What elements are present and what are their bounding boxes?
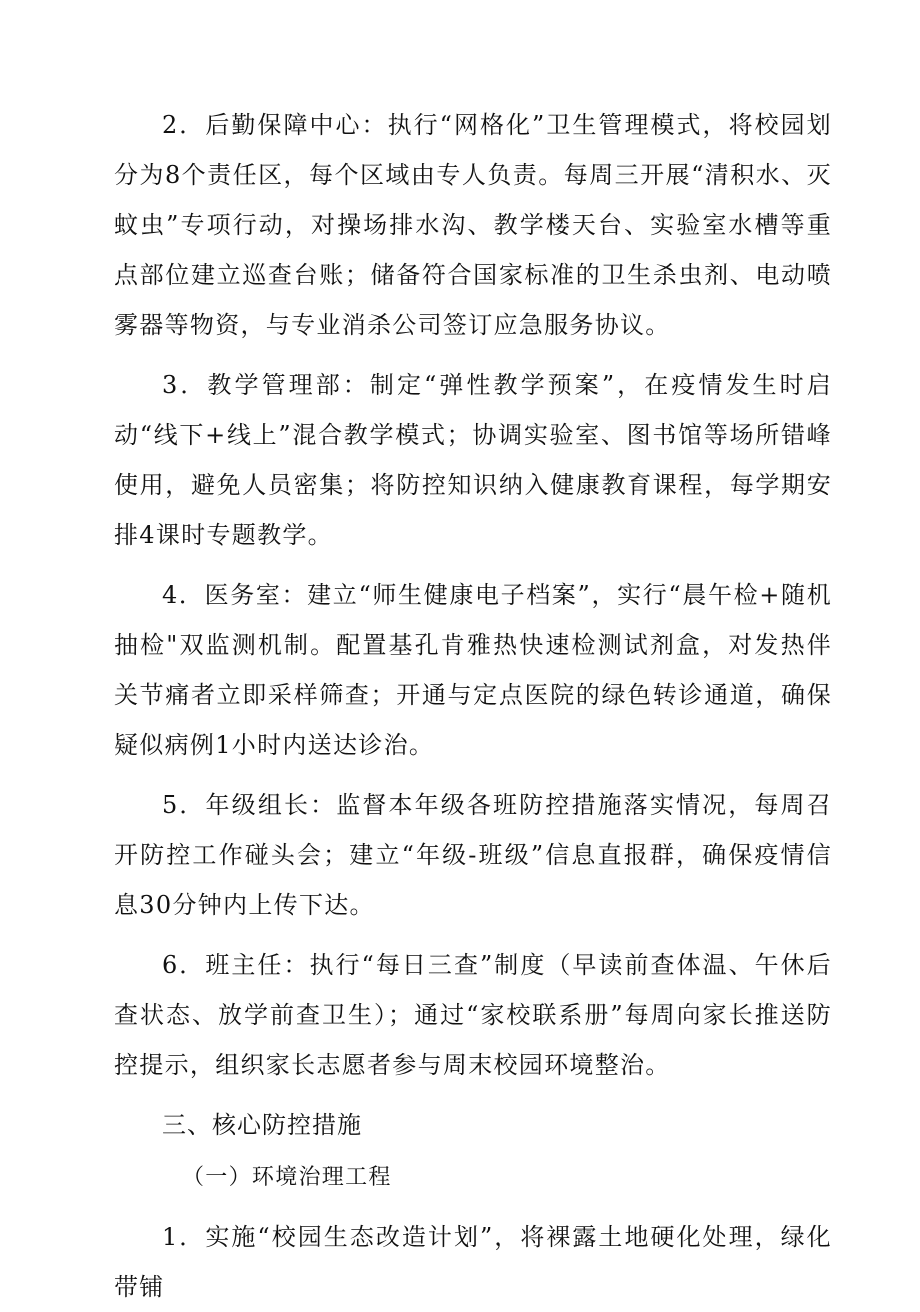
paragraph-teaching: 3．教学管理部：制定“弹性教学预案”，在疫情发生时启动“线下+线上”混合教学模式；协调实验室、图书馆等场所错峰使用，避免人员密集；将防控知识纳入健康教育课程，每学期安排4课时专题教学。 [114,371,832,549]
paragraph-clinic: 4．医务室：建立“师生健康电子档案”，实行“晨午检+随机抽检"双监测机制。配置基孔肯雅热快速检测试剂盒，对发热伴关节痛者立即采样筛查；开通与定点医院的绿色转诊通道，确保疑似病例1小时内送达诊治。 [114,581,832,759]
paragraph-logistics: 2．后勤保障中心：执行“网格化”卫生管理模式，将校园划分为8个责任区，每个区域由专人负责。每周三开展“清积水、灭蚊虫”专项行动，对操场排水沟、教学楼天台、实验室水槽等重点部位建立巡查台账；储备符合国家标准的卫生杀虫剂、电动喷雾器等物资，与专业消杀公司签订应急服务协议。 [114,111,832,339]
subsection-heading: （一）环境治理工程 [182,1165,392,1190]
paragraph-eco-plan: 1．实施“校园生态改造计划”，将裸露土地硬化处理，绿化带铺 [114,1223,832,1301]
section-heading: 三、核心防控措施 [162,1111,362,1139]
paragraph-grade-leader: 5．年级组长：监督本年级各班防控措施落实情况，每周召开防控工作碰头会；建立“年级-班级”信息直报群，确保疫情信息30分钟内上传下达。 [114,791,832,919]
paragraph-class-teacher: 6．班主任：执行“每日三查”制度（早读前查体温、午休后查状态、放学前查卫生）；通过“家校联系册”每周向家长推送防控提示，组织家长志愿者参与周末校园环境整治。 [114,951,832,1079]
